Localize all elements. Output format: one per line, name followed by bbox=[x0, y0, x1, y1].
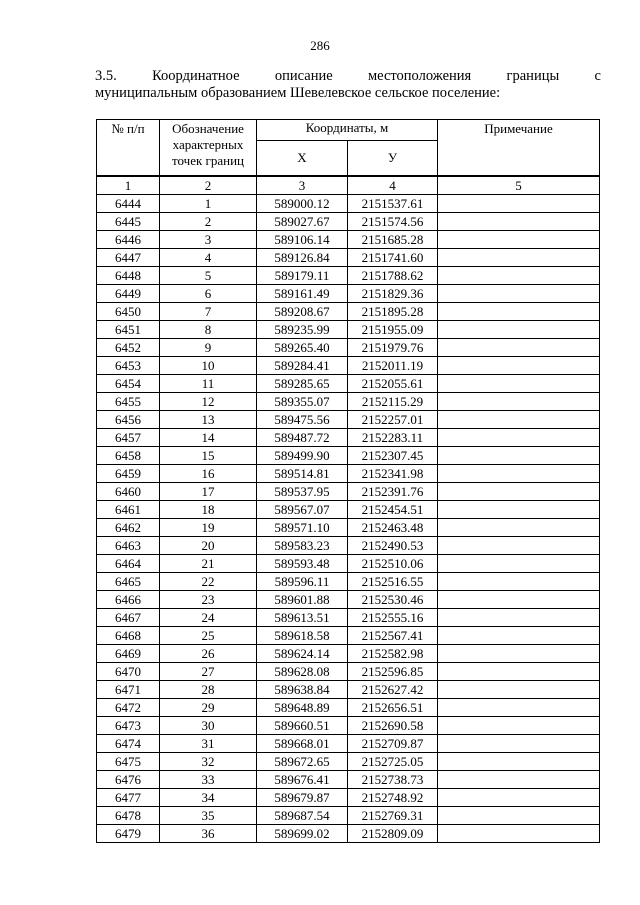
cell-x: 589583.23 bbox=[257, 537, 348, 555]
table-row bbox=[97, 321, 600, 339]
table-row bbox=[97, 573, 600, 591]
cell-x: 589235.99 bbox=[257, 321, 348, 339]
cell-note bbox=[438, 807, 600, 825]
cell-y: 2152567.41 bbox=[348, 627, 438, 645]
cell-x: 589499.90 bbox=[257, 447, 348, 465]
cell-row-number: 6465 bbox=[97, 573, 160, 591]
table-row bbox=[97, 483, 600, 501]
cell-y: 2152490.53 bbox=[348, 537, 438, 555]
cell-row-number: 6450 bbox=[97, 303, 160, 321]
cell-point-label: 8 bbox=[160, 321, 257, 339]
cell-note bbox=[438, 429, 600, 447]
cell-y: 2152709.87 bbox=[348, 735, 438, 753]
cell-point-label: 19 bbox=[160, 519, 257, 537]
cell-y: 2152769.31 bbox=[348, 807, 438, 825]
cell-y: 2152656.51 bbox=[348, 699, 438, 717]
cell-point-label: 26 bbox=[160, 645, 257, 663]
cell-point-label: 32 bbox=[160, 753, 257, 771]
cell-point-label: 7 bbox=[160, 303, 257, 321]
cell-row-number: 6444 bbox=[97, 195, 160, 213]
cell-row-number: 6462 bbox=[97, 519, 160, 537]
header-coords: Координаты, м bbox=[257, 120, 438, 141]
cell-point-label: 18 bbox=[160, 501, 257, 519]
cell-point-label: 23 bbox=[160, 591, 257, 609]
table-row bbox=[97, 213, 600, 231]
table-row bbox=[97, 807, 600, 825]
cell-y: 2151979.76 bbox=[348, 339, 438, 357]
cell-x: 589596.11 bbox=[257, 573, 348, 591]
cell-x: 589660.51 bbox=[257, 717, 348, 735]
cell-point-label: 29 bbox=[160, 699, 257, 717]
cell-row-number: 6461 bbox=[97, 501, 160, 519]
table-row bbox=[97, 303, 600, 321]
table-row bbox=[97, 591, 600, 609]
table-row bbox=[97, 699, 600, 717]
cell-row-number: 6472 bbox=[97, 699, 160, 717]
cell-point-label: 21 bbox=[160, 555, 257, 573]
cell-note bbox=[438, 609, 600, 627]
cell-row-number: 6459 bbox=[97, 465, 160, 483]
cell-y: 2152307.45 bbox=[348, 447, 438, 465]
cell-y: 2152596.85 bbox=[348, 663, 438, 681]
cell-x: 589161.49 bbox=[257, 285, 348, 303]
table-row bbox=[97, 681, 600, 699]
cell-note bbox=[438, 825, 600, 843]
cell-row-number: 6447 bbox=[97, 249, 160, 267]
cell-x: 589624.14 bbox=[257, 645, 348, 663]
cell-row-number: 6446 bbox=[97, 231, 160, 249]
cell-x: 589475.56 bbox=[257, 411, 348, 429]
column-number: 2 bbox=[160, 176, 257, 195]
cell-point-label: 28 bbox=[160, 681, 257, 699]
table-body bbox=[97, 176, 600, 843]
cell-note bbox=[438, 735, 600, 753]
cell-note bbox=[438, 717, 600, 735]
cell-note bbox=[438, 321, 600, 339]
table-row bbox=[97, 771, 600, 789]
cell-row-number: 6463 bbox=[97, 537, 160, 555]
cell-note bbox=[438, 303, 600, 321]
cell-y: 2151574.56 bbox=[348, 213, 438, 231]
cell-note bbox=[438, 519, 600, 537]
cell-point-label: 31 bbox=[160, 735, 257, 753]
cell-point-label: 35 bbox=[160, 807, 257, 825]
table-row bbox=[97, 465, 600, 483]
cell-y: 2152516.55 bbox=[348, 573, 438, 591]
cell-note bbox=[438, 591, 600, 609]
cell-x: 589126.84 bbox=[257, 249, 348, 267]
header-num: № п/п bbox=[97, 120, 160, 177]
table-row bbox=[97, 267, 600, 285]
table-row bbox=[97, 447, 600, 465]
cell-y: 2152341.98 bbox=[348, 465, 438, 483]
cell-row-number: 6471 bbox=[97, 681, 160, 699]
table-row bbox=[97, 753, 600, 771]
cell-note bbox=[438, 447, 600, 465]
table-row bbox=[97, 609, 600, 627]
cell-note bbox=[438, 339, 600, 357]
cell-y: 2152530.46 bbox=[348, 591, 438, 609]
cell-row-number: 6460 bbox=[97, 483, 160, 501]
cell-y: 2152257.01 bbox=[348, 411, 438, 429]
cell-y: 2152454.51 bbox=[348, 501, 438, 519]
cell-point-label: 4 bbox=[160, 249, 257, 267]
cell-note bbox=[438, 393, 600, 411]
cell-x: 589593.48 bbox=[257, 555, 348, 573]
cell-y: 2151741.60 bbox=[348, 249, 438, 267]
table-row bbox=[97, 429, 600, 447]
cell-point-label: 34 bbox=[160, 789, 257, 807]
cell-y: 2152391.76 bbox=[348, 483, 438, 501]
cell-y: 2152115.29 bbox=[348, 393, 438, 411]
cell-x: 589284.41 bbox=[257, 357, 348, 375]
cell-row-number: 6475 bbox=[97, 753, 160, 771]
cell-x: 589679.87 bbox=[257, 789, 348, 807]
table-header bbox=[97, 120, 600, 177]
cell-x: 589687.54 bbox=[257, 807, 348, 825]
cell-row-number: 6452 bbox=[97, 339, 160, 357]
cell-note bbox=[438, 267, 600, 285]
cell-note bbox=[438, 249, 600, 267]
cell-x: 589571.10 bbox=[257, 519, 348, 537]
cell-point-label: 2 bbox=[160, 213, 257, 231]
cell-y: 2152725.05 bbox=[348, 753, 438, 771]
cell-note bbox=[438, 357, 600, 375]
header-note: Примечание bbox=[438, 120, 600, 177]
cell-row-number: 6458 bbox=[97, 447, 160, 465]
coordinates-table bbox=[96, 119, 600, 843]
cell-note bbox=[438, 681, 600, 699]
header-y: У bbox=[348, 141, 438, 177]
cell-row-number: 6464 bbox=[97, 555, 160, 573]
cell-point-label: 20 bbox=[160, 537, 257, 555]
cell-y: 2151788.62 bbox=[348, 267, 438, 285]
cell-point-label: 11 bbox=[160, 375, 257, 393]
cell-note bbox=[438, 627, 600, 645]
table-row bbox=[97, 825, 600, 843]
cell-point-label: 27 bbox=[160, 663, 257, 681]
section-heading bbox=[95, 68, 601, 102]
table-row bbox=[97, 357, 600, 375]
cell-x: 589676.41 bbox=[257, 771, 348, 789]
cell-x: 589638.84 bbox=[257, 681, 348, 699]
cell-row-number: 6466 bbox=[97, 591, 160, 609]
cell-row-number: 6453 bbox=[97, 357, 160, 375]
cell-row-number: 6478 bbox=[97, 807, 160, 825]
column-number: 1 bbox=[97, 176, 160, 195]
cell-x: 589027.67 bbox=[257, 213, 348, 231]
cell-x: 589265.40 bbox=[257, 339, 348, 357]
cell-y: 2151895.28 bbox=[348, 303, 438, 321]
cell-row-number: 6445 bbox=[97, 213, 160, 231]
cell-row-number: 6469 bbox=[97, 645, 160, 663]
cell-row-number: 6449 bbox=[97, 285, 160, 303]
cell-row-number: 6451 bbox=[97, 321, 160, 339]
cell-point-label: 24 bbox=[160, 609, 257, 627]
table-row bbox=[97, 627, 600, 645]
cell-note bbox=[438, 699, 600, 717]
cell-x: 589699.02 bbox=[257, 825, 348, 843]
column-number: 5 bbox=[438, 176, 600, 195]
cell-y: 2151537.61 bbox=[348, 195, 438, 213]
cell-x: 589567.07 bbox=[257, 501, 348, 519]
cell-point-label: 10 bbox=[160, 357, 257, 375]
cell-x: 589514.81 bbox=[257, 465, 348, 483]
cell-x: 589618.58 bbox=[257, 627, 348, 645]
cell-row-number: 6456 bbox=[97, 411, 160, 429]
column-number-row bbox=[97, 176, 600, 195]
cell-point-label: 36 bbox=[160, 825, 257, 843]
cell-y: 2152582.98 bbox=[348, 645, 438, 663]
table-row bbox=[97, 411, 600, 429]
cell-point-label: 14 bbox=[160, 429, 257, 447]
table-row bbox=[97, 663, 600, 681]
column-number: 3 bbox=[257, 176, 348, 195]
cell-row-number: 6455 bbox=[97, 393, 160, 411]
cell-row-number: 6476 bbox=[97, 771, 160, 789]
cell-y: 2152283.11 bbox=[348, 429, 438, 447]
heading-line-2: муниципальным образованием Шевелевское сельское поселение: bbox=[95, 85, 501, 101]
header-point: Обозначение характерных точек границ bbox=[160, 120, 257, 177]
cell-note bbox=[438, 645, 600, 663]
cell-x: 589672.65 bbox=[257, 753, 348, 771]
table-row bbox=[97, 789, 600, 807]
cell-y: 2152748.92 bbox=[348, 789, 438, 807]
cell-x: 589628.08 bbox=[257, 663, 348, 681]
cell-note bbox=[438, 375, 600, 393]
header-x: X bbox=[257, 141, 348, 177]
table-row bbox=[97, 717, 600, 735]
cell-row-number: 6468 bbox=[97, 627, 160, 645]
table-row bbox=[97, 231, 600, 249]
cell-row-number: 6473 bbox=[97, 717, 160, 735]
cell-point-label: 25 bbox=[160, 627, 257, 645]
cell-row-number: 6448 bbox=[97, 267, 160, 285]
cell-x: 589601.88 bbox=[257, 591, 348, 609]
cell-y: 2151685.28 bbox=[348, 231, 438, 249]
cell-note bbox=[438, 555, 600, 573]
cell-row-number: 6457 bbox=[97, 429, 160, 447]
cell-point-label: 16 bbox=[160, 465, 257, 483]
cell-note bbox=[438, 753, 600, 771]
table-row bbox=[97, 645, 600, 663]
cell-y: 2151829.36 bbox=[348, 285, 438, 303]
cell-x: 589668.01 bbox=[257, 735, 348, 753]
cell-point-label: 12 bbox=[160, 393, 257, 411]
cell-row-number: 6477 bbox=[97, 789, 160, 807]
cell-y: 2152809.09 bbox=[348, 825, 438, 843]
cell-note bbox=[438, 213, 600, 231]
cell-note bbox=[438, 771, 600, 789]
cell-y: 2152510.06 bbox=[348, 555, 438, 573]
cell-x: 589537.95 bbox=[257, 483, 348, 501]
cell-y: 2152011.19 bbox=[348, 357, 438, 375]
table-row bbox=[97, 555, 600, 573]
cell-note bbox=[438, 663, 600, 681]
cell-x: 589106.14 bbox=[257, 231, 348, 249]
table-row bbox=[97, 285, 600, 303]
cell-point-label: 17 bbox=[160, 483, 257, 501]
cell-point-label: 3 bbox=[160, 231, 257, 249]
cell-y: 2152055.61 bbox=[348, 375, 438, 393]
table-row bbox=[97, 537, 600, 555]
cell-x: 589613.51 bbox=[257, 609, 348, 627]
table-row bbox=[97, 195, 600, 213]
cell-y: 2152627.42 bbox=[348, 681, 438, 699]
cell-note bbox=[438, 537, 600, 555]
table-row bbox=[97, 519, 600, 537]
cell-y: 2152555.16 bbox=[348, 609, 438, 627]
cell-row-number: 6479 bbox=[97, 825, 160, 843]
table-row bbox=[97, 249, 600, 267]
page-number: 286 bbox=[310, 38, 330, 53]
cell-x: 589179.11 bbox=[257, 267, 348, 285]
cell-x: 589208.67 bbox=[257, 303, 348, 321]
cell-row-number: 6467 bbox=[97, 609, 160, 627]
cell-x: 589355.07 bbox=[257, 393, 348, 411]
table-row bbox=[97, 501, 600, 519]
cell-point-label: 22 bbox=[160, 573, 257, 591]
cell-note bbox=[438, 231, 600, 249]
cell-note bbox=[438, 483, 600, 501]
cell-point-label: 5 bbox=[160, 267, 257, 285]
cell-y: 2152738.73 bbox=[348, 771, 438, 789]
table-row bbox=[97, 735, 600, 753]
cell-x: 589000.12 bbox=[257, 195, 348, 213]
cell-point-label: 15 bbox=[160, 447, 257, 465]
table-row bbox=[97, 339, 600, 357]
column-number: 4 bbox=[348, 176, 438, 195]
cell-point-label: 1 bbox=[160, 195, 257, 213]
cell-y: 2151955.09 bbox=[348, 321, 438, 339]
cell-point-label: 30 bbox=[160, 717, 257, 735]
cell-point-label: 6 bbox=[160, 285, 257, 303]
cell-row-number: 6470 bbox=[97, 663, 160, 681]
cell-note bbox=[438, 195, 600, 213]
cell-row-number: 6454 bbox=[97, 375, 160, 393]
heading-line-1: 3.5. Координатное описание местоположения границы с bbox=[95, 68, 601, 84]
cell-note bbox=[438, 501, 600, 519]
cell-x: 589285.65 bbox=[257, 375, 348, 393]
table-row bbox=[97, 393, 600, 411]
cell-x: 589648.89 bbox=[257, 699, 348, 717]
cell-x: 589487.72 bbox=[257, 429, 348, 447]
cell-point-label: 33 bbox=[160, 771, 257, 789]
cell-note bbox=[438, 285, 600, 303]
table-row bbox=[97, 375, 600, 393]
cell-note bbox=[438, 789, 600, 807]
cell-note bbox=[438, 411, 600, 429]
cell-point-label: 9 bbox=[160, 339, 257, 357]
cell-row-number: 6474 bbox=[97, 735, 160, 753]
cell-y: 2152463.48 bbox=[348, 519, 438, 537]
cell-y: 2152690.58 bbox=[348, 717, 438, 735]
cell-note bbox=[438, 573, 600, 591]
cell-note bbox=[438, 465, 600, 483]
cell-point-label: 13 bbox=[160, 411, 257, 429]
